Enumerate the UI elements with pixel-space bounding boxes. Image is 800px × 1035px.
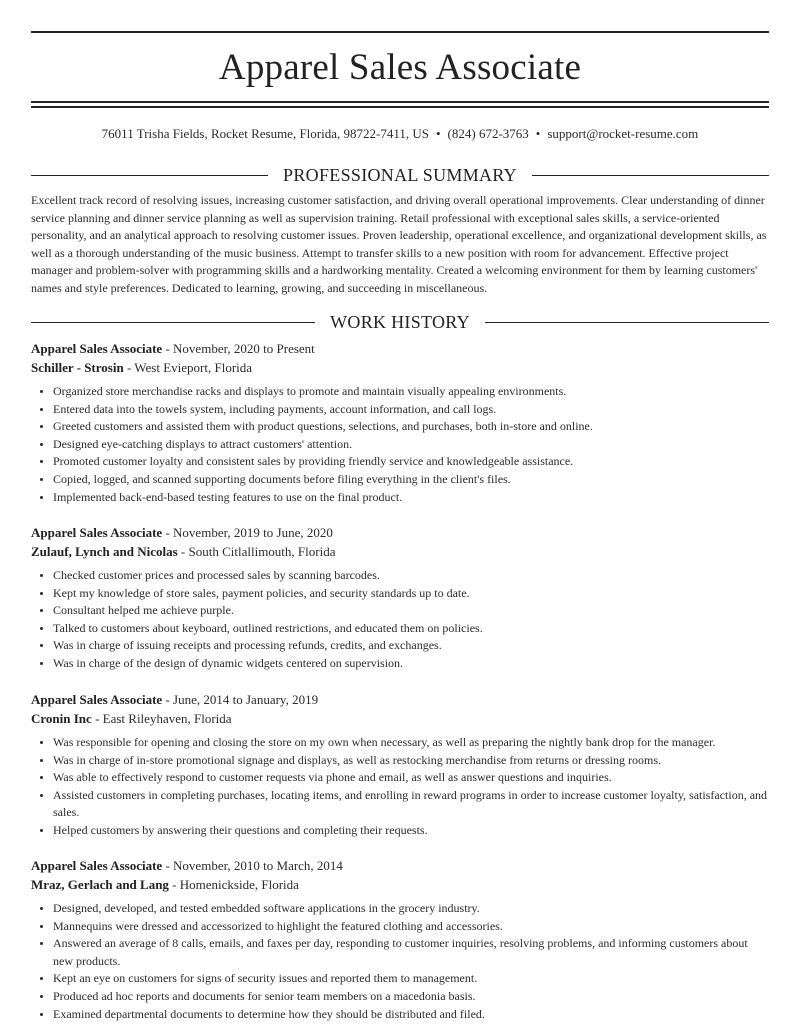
job-company-line bbox=[31, 358, 769, 377]
job-bullet: • Organized store merchandise racks and displays to promote and maintain visually appealing environments. bbox=[53, 383, 769, 401]
job-bullet: • Kept my knowledge of store sales, payment policies, and security standards up to date. bbox=[53, 585, 769, 603]
heading-rule-left bbox=[31, 175, 268, 176]
job-company: Zulauf, Lynch and Nicolas bbox=[31, 544, 178, 559]
job-title: Apparel Sales Associate bbox=[31, 692, 163, 707]
job-title: Apparel Sales Associate bbox=[31, 858, 163, 873]
job-company: Cronin Inc bbox=[31, 711, 92, 726]
job-bullet: • Answered an average of 8 calls, emails, and faxes per day, responding to customer inquiries, resolving problems, and informing customers about new products. bbox=[53, 935, 769, 970]
job-bullets bbox=[31, 734, 769, 840]
name-underline-upper bbox=[31, 101, 769, 103]
job-company: Schiller - Strosin bbox=[31, 360, 124, 375]
job-bullet: • Produced ad hoc reports and documents for senior team members on a macedonia basis. bbox=[53, 988, 769, 1006]
job-entry bbox=[31, 856, 769, 1023]
job-dates: - June, 2014 to January, 2019 bbox=[162, 692, 319, 707]
job-bullet: • Was in charge of the design of dynamic widgets centered on supervision. bbox=[53, 655, 769, 673]
job-company-line bbox=[31, 875, 769, 894]
job-company-line bbox=[31, 542, 769, 561]
job-location: - East Rileyhaven, Florida bbox=[91, 711, 232, 726]
job-bullet: • Was able to effectively respond to customer requests via phone and email, as well as answer questions and inquiries. bbox=[53, 769, 769, 787]
summary-text: Excellent track record of resolving issues, increasing customer satisfaction, and driving overall operational improvements. Clear understanding of dinner service planning and dinner service planning as well as supervision training. Retail professional with exceptional sales skills, a service-oriented personality, and an analytical approach to resolving customer issues. Proven leadership, operational excellence, and organizational development skills, as well as a thorough understanding of the music business. Attempt to transfer skills to a new position with room for advancement. Effective project manager and problem-solver with programming skills and a hardworking mentality. Created a welcoming environment for them by learning customers' names and style preferences. Dedicated to learning, growing, and succeeding in miscellaneous. bbox=[31, 193, 767, 295]
job-bullet: • Assisted customers in completing purchases, locating items, and enrolling in reward programs in order to increase customer loyalty, satisfaction, and sales. bbox=[53, 787, 769, 822]
contact-phone: (824) 672-3763 bbox=[447, 126, 529, 141]
job-bullet: • Consultant helped me achieve purple. bbox=[53, 602, 769, 620]
job-bullet: • Promoted customer loyalty and consistent sales by providing friendly service and knowledgeable assistance. bbox=[53, 453, 769, 471]
work-history-heading bbox=[31, 310, 769, 334]
job-bullet: • Kept an eye on customers for signs of security issues and reported them to management. bbox=[53, 970, 769, 988]
job-bullet: • Talked to customers about keyboard, outlined restrictions, and educated them on policies. bbox=[53, 620, 769, 638]
job-bullet: • Copied, logged, and scanned supporting documents before filing everything in the client's files. bbox=[53, 471, 769, 489]
resume-name: Apparel Sales Associate bbox=[218, 47, 582, 88]
job-dates: - November, 2019 to June, 2020 bbox=[162, 525, 333, 540]
job-bullet: • Designed, developed, and tested embedded software applications in the grocery industry. bbox=[53, 900, 769, 918]
job-entry bbox=[31, 523, 769, 673]
job-bullet: • Was responsible for opening and closing the store on my own when necessary, as well as preparing the nightly bank drop for the manager. bbox=[53, 734, 769, 752]
job-bullet: • Helped customers by answering their questions and completing their requests. bbox=[53, 822, 769, 840]
job-bullet: • Greeted customers and assisted them with product questions, selections, and purchases, both in-store and online. bbox=[53, 418, 769, 436]
job-bullet: • Designed eye-catching displays to attract customers' attention. bbox=[53, 436, 769, 454]
top-rule bbox=[31, 31, 769, 33]
job-bullets bbox=[31, 383, 769, 506]
heading-rule-right bbox=[485, 322, 769, 323]
job-company-line bbox=[31, 709, 769, 728]
job-bullet: • Examined departmental documents to determine how they should be distributed and filed. bbox=[53, 1006, 769, 1024]
job-bullet: • Was in charge of in-store promotional signage and displays, as well as restocking merchandise from returns or dressing rooms. bbox=[53, 752, 769, 770]
job-entry bbox=[31, 690, 769, 840]
job-bullet: • Entered data into the towels system, including payments, account information, and call logs. bbox=[53, 401, 769, 419]
job-title-line bbox=[31, 523, 769, 542]
job-dates: - November, 2020 to Present bbox=[162, 341, 315, 356]
work-history-heading-title: WORK HISTORY bbox=[330, 312, 470, 332]
summary-heading-title: PROFESSIONAL SUMMARY bbox=[283, 165, 517, 185]
job-bullet: • Checked customer prices and processed sales by scanning barcodes. bbox=[53, 567, 769, 585]
job-location: - South Citlallimouth, Florida bbox=[177, 544, 336, 559]
job-bullets bbox=[31, 900, 769, 1023]
job-title-line bbox=[31, 856, 769, 875]
job-company: Mraz, Gerlach and Lang bbox=[31, 877, 169, 892]
job-location: - Homenickside, Florida bbox=[168, 877, 299, 892]
job-dates: - November, 2010 to March, 2014 bbox=[162, 858, 343, 873]
summary-heading bbox=[31, 163, 769, 187]
job-bullet: • Was in charge of issuing receipts and processing refunds, credits, and exchanges. bbox=[53, 637, 769, 655]
job-bullets bbox=[31, 567, 769, 673]
heading-rule-left bbox=[31, 322, 315, 323]
job-title: Apparel Sales Associate bbox=[31, 525, 163, 540]
job-bullet: • Mannequins were dressed and accessorized to highlight the featured clothing and accessories. bbox=[53, 918, 769, 936]
name-underline-lower bbox=[31, 106, 769, 108]
contact-separator: • bbox=[435, 126, 441, 141]
job-title-line bbox=[31, 690, 769, 709]
job-title: Apparel Sales Associate bbox=[31, 341, 163, 356]
contact-address: 76011 Trisha Fields, Rocket Resume, Florida, 98722-7411, US bbox=[101, 126, 429, 141]
job-entry bbox=[31, 339, 769, 506]
job-title-line bbox=[31, 339, 769, 358]
contact-separator: • bbox=[535, 126, 541, 141]
job-location: - West Evieport, Florida bbox=[123, 360, 253, 375]
job-bullet: • Implemented back-end-based testing features to use on the final product. bbox=[53, 489, 769, 507]
contact-email: support@rocket-resume.com bbox=[547, 126, 699, 141]
heading-rule-right bbox=[532, 175, 769, 176]
contact-line bbox=[31, 126, 769, 142]
